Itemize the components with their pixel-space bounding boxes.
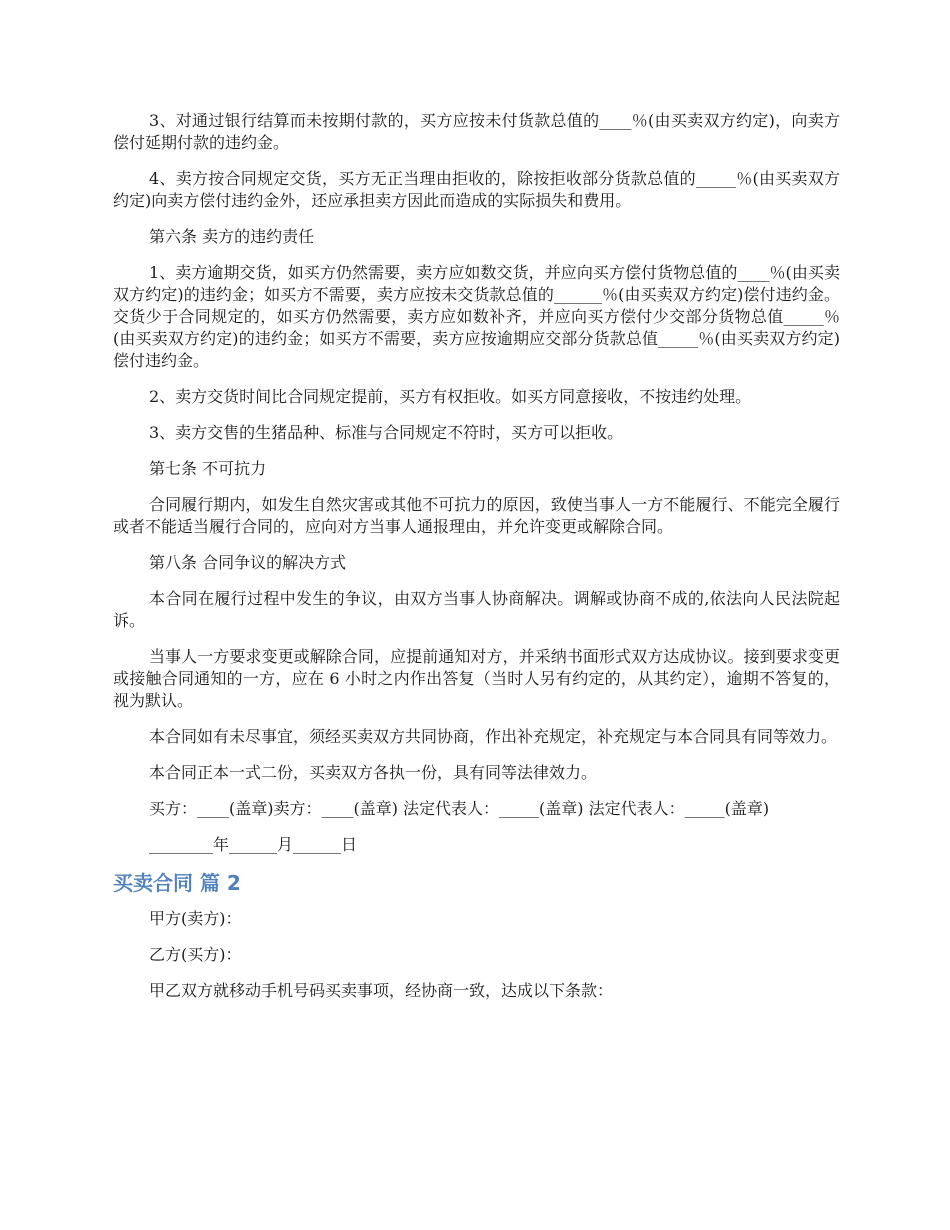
clause-copies: 本合同正本一式二份，买卖双方各执一份，具有同等法律效力。 xyxy=(149,763,598,782)
agreement-intro: 甲乙双方就移动手机号码买卖事项，经协商一致，达成以下条款： xyxy=(149,981,614,1000)
clause-seller-late-delivery: 1、卖方逾期交货，如买方仍然需要，卖方应如数交货，并应向买方偿付货物总值的____％(由买卖双方约定)的违约金；如买方不需要，卖方应按未交货款总值的______％(由买卖双方约定)偿付违约金。交货少于合同规定的，如买方仍然需要，卖方应如数补齐，并应向买方偿付少交部分货物总值_____％(由买卖双方约定)的违约金；如买方不需要，卖方应按逾期应交部分货款总值_____％(由买卖双方约定)偿付违约金。 xyxy=(113,263,840,370)
clause-force-majeure: 合同履行期内，如发生自然灾害或其他不可抗力的原因，致使当事人一方不能履行、不能完全履行或者不能适当履行合同的，应向对方当事人通报理由，并允许变更或解除合同。 xyxy=(113,495,840,536)
clause-buyer-late-payment: 3、对通过银行结算而未按期付款的，买方应按未付货款总值的____％(由买卖双方约定)，向卖方偿付延期付款的违约金。 xyxy=(113,111,840,152)
clause-buyer-refusal: 4、卖方按合同规定交货，买方无正当理由拒收的，除按拒收部分货款总值的_____％(由买卖双方约定)向卖方偿付违约金外，还应承担卖方因此而造成的实际损失和费用。 xyxy=(113,169,840,210)
section-heading: 买卖合同 篇 2 xyxy=(113,871,241,895)
party-b-buyer: 乙方(买方)： xyxy=(149,945,242,964)
clause-contract-change: 当事人一方要求变更或解除合同，应提前通知对方，并采纳书面形式双方达成协议。接到要求变更或接触合同通知的一方，应在 6 小时之内作出答复（当时人另有约定的，从其约定），逾期不答复的，视为默认。 xyxy=(113,647,840,710)
clause-dispute-resolution: 本合同在履行过程中发生的争议，由双方当事人协商解决。调解或协商不成的,依法向人民法院起诉。 xyxy=(113,589,840,630)
document-page xyxy=(113,110,840,1016)
party-a-seller: 甲方(卖方)： xyxy=(149,909,242,928)
article-6-title: 第六条 卖方的违约责任 xyxy=(149,227,315,246)
clause-seller-early-delivery: 2、卖方交货时间比合同规定提前，买方有权拒收。如买方同意接收，不按违约处理。 xyxy=(149,387,752,406)
article-8-title: 第八条 合同争议的解决方式 xyxy=(149,553,347,572)
article-7-title: 第七条 不可抗力 xyxy=(149,459,267,478)
clause-supplement: 本合同如有未尽事宜，须经买卖双方共同协商，作出补充规定，补充规定与本合同具有同等效力。 xyxy=(149,727,838,746)
signature-line: 买方：____(盖章)卖方：____(盖章) 法定代表人：_____(盖章) 法定代表人：_____(盖章) xyxy=(149,799,770,818)
clause-seller-nonconforming: 3、卖方交售的生猪品种、标准与合同规定不符时，买方可以拒收。 xyxy=(149,423,624,442)
date-line: ________年______月______日 xyxy=(149,835,358,854)
